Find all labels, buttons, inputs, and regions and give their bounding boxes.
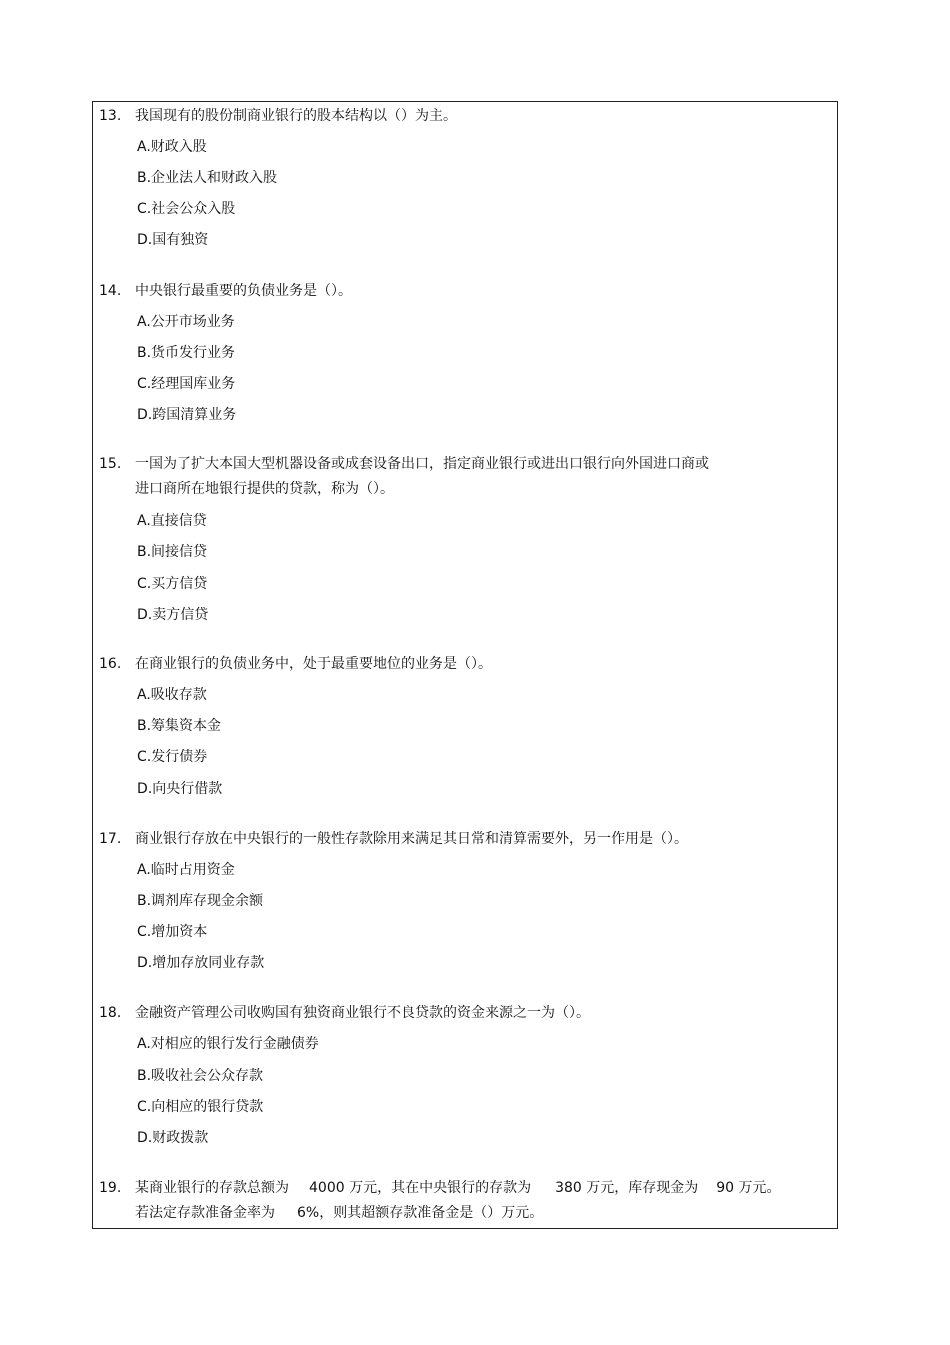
question-text-part: 某商业银行的存款总额为	[135, 1180, 289, 1196]
question-number: 15.	[99, 456, 122, 472]
option-a: A.直接信贷	[137, 513, 207, 529]
option-c: C.经理国库业务	[137, 376, 236, 392]
question-text: 我国现有的股份制商业银行的股本结构以（）为主。	[135, 108, 457, 124]
option-c: C.增加资本	[137, 924, 208, 940]
question-stem	[99, 1178, 781, 1198]
option-b: B.企业法人和财政入股	[137, 170, 278, 186]
option-a: A.临时占用资金	[137, 862, 235, 878]
question-number: 17.	[99, 831, 122, 847]
question-stem	[99, 106, 457, 126]
question-stem	[99, 454, 709, 474]
question-text: 金融资产管理公司收购国有独资商业银行不良贷款的资金来源之一为（）。	[135, 1005, 590, 1021]
option-c: C.向相应的银行贷款	[137, 1099, 264, 1115]
question-stem	[99, 829, 688, 849]
question-text: 中央银行最重要的负债业务是（）。	[135, 283, 352, 299]
option-d: D.增加存放同业存款	[137, 955, 265, 971]
question-number: 16.	[99, 656, 122, 672]
option-c: C.发行债券	[137, 749, 208, 765]
question-stem	[99, 1003, 590, 1023]
question-stem	[99, 654, 492, 674]
question-number: 14.	[99, 283, 122, 299]
option-a: A.吸收存款	[137, 687, 207, 703]
option-d: D.卖方信贷	[137, 607, 209, 623]
question-text-part: 6%，则其超额存款准备金是（）万元。	[297, 1205, 544, 1221]
option-d: D.向央行借款	[137, 781, 223, 797]
option-b: B.调剂库存现金余额	[137, 893, 264, 909]
question-text-continued: 进口商所在地银行提供的贷款，称为（）。	[135, 481, 394, 497]
question-text-continued	[135, 1203, 543, 1223]
option-b: B.吸收社会公众存款	[137, 1068, 264, 1084]
option-c: C.社会公众入股	[137, 201, 236, 217]
option-a: A.公开市场业务	[137, 314, 235, 330]
question-number: 19.	[99, 1180, 122, 1196]
question-text: 一国为了扩大本国大型机器设备或成套设备出口，指定商业银行或进出口银行向外国进口商或	[135, 456, 709, 472]
question-text-part: 4000 万元，其在中央银行的存款为	[309, 1180, 532, 1196]
option-d: D.国有独资	[137, 232, 209, 248]
option-a: A.对相应的银行发行金融债券	[137, 1036, 319, 1052]
option-b: B.间接信贷	[137, 544, 208, 560]
question-text-part: 若法定存款准备金率为	[135, 1205, 275, 1221]
question-frame	[92, 101, 838, 1229]
option-c: C.买方信贷	[137, 576, 208, 592]
option-b: B.货币发行业务	[137, 345, 236, 361]
question-number: 18.	[99, 1005, 122, 1021]
question-number: 13.	[99, 108, 122, 124]
option-a: A.财政入股	[137, 139, 207, 155]
question-text-part: 380 万元，库存现金为	[555, 1180, 699, 1196]
option-d: D.跨国清算业务	[137, 407, 237, 423]
question-text: 商业银行存放在中央银行的一般性存款除用来满足其日常和清算需要外，另一作用是（）。	[135, 831, 688, 847]
question-text-part: 90 万元。	[716, 1180, 781, 1196]
question-text: 在商业银行的负债业务中，处于最重要地位的业务是（）。	[135, 656, 492, 672]
question-stem	[99, 281, 352, 301]
option-d: D.财政拨款	[137, 1130, 209, 1146]
option-b: B.筹集资本金	[137, 718, 222, 734]
